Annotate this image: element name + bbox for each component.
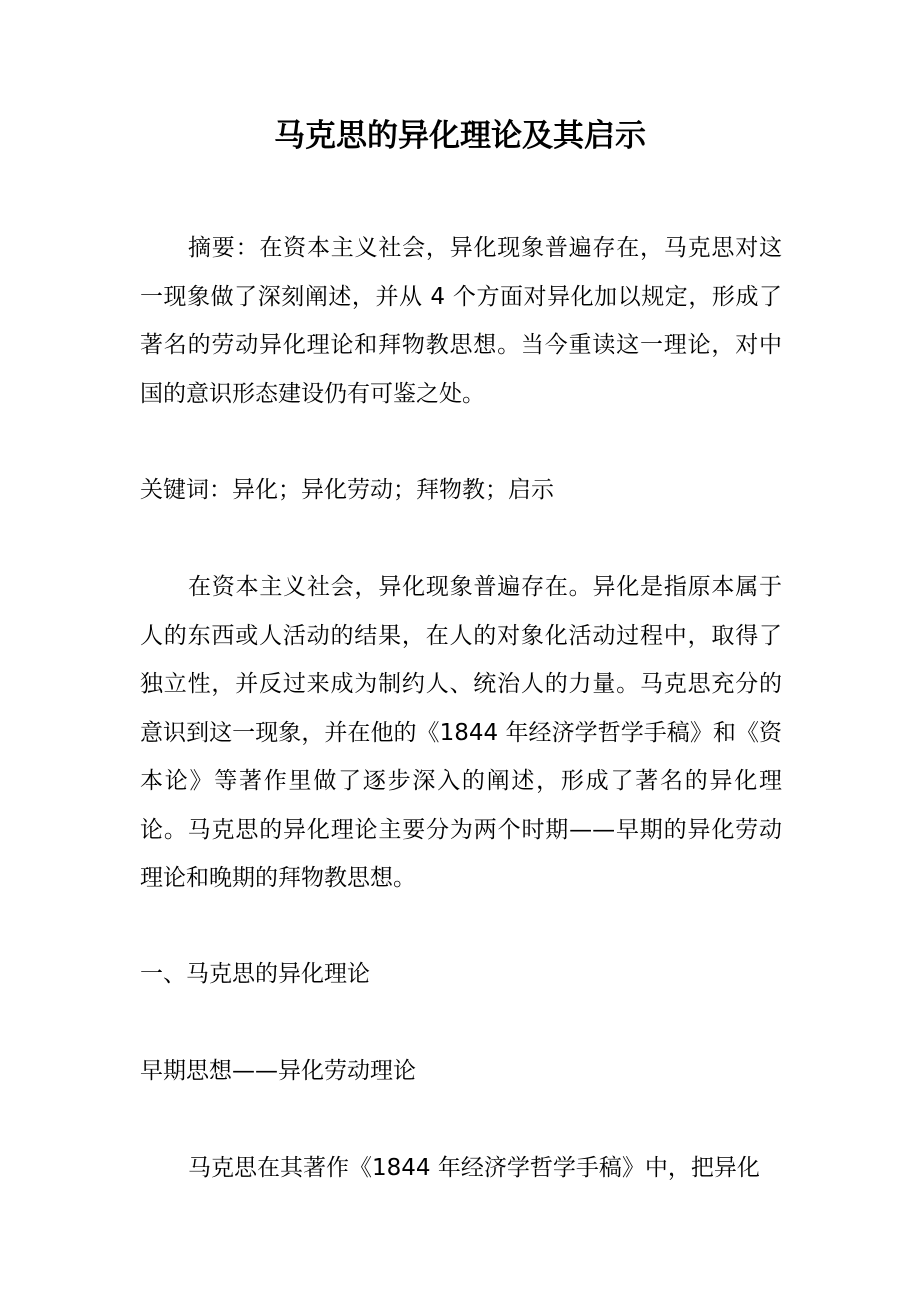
body-paragraph: 马克思在其著作《1844 年经济学哲学手稿》中，把异化 [188,1155,760,1181]
intro-paragraph: 在资本主义社会，异化现象普遍存在。异化是指原本属于人的东西或人活动的结果，在人的对象化活动过程中，取得了独立性，并反过来成为制约人、统治人的力量。马克思充分的意识到这一现象，并在他的《1844 年经济学哲学手稿》和《资本论》等著作里做了逐步深入的阐述，形成了著名的异化理论。马克思的异化理论主要分为两个时期——早期的异化劳动理论和晚期的拜物教思想。 [140,574,782,891]
document-title: 马克思的异化理论及其启示 [274,118,646,154]
abstract-paragraph: 摘要：在资本主义社会，异化现象普遍存在，马克思对这一现象做了深刻阐述，并从 4 个方面对异化加以规定，形成了著名的劳动异化理论和拜物教思想。当今重读这一理论，对中国的意识形态建设仍有可鉴之处。 [140,235,782,407]
keywords-line: 关键词：异化；异化劳动；拜物教；启示 [140,477,554,503]
section-heading: 一、马克思的异化理论 [140,961,370,987]
subsection-heading: 早期思想——异化劳动理论 [140,1058,416,1084]
